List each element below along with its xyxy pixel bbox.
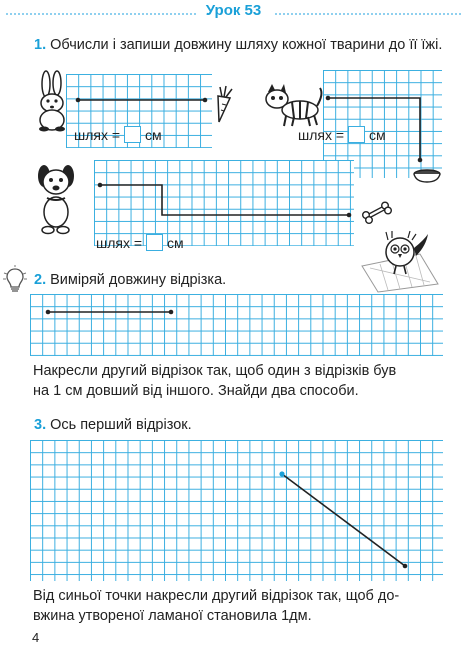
task1-text: Обчисли і запиши довжину шляху кожної тварини до її їжі.: [50, 37, 443, 53]
task3-text: Ось перший відрізок.: [50, 417, 192, 433]
task2-text: Виміряй довжину відрізка.: [50, 272, 227, 288]
task1-number: 1.: [34, 37, 47, 53]
path-label-text: шлях =: [298, 127, 345, 143]
task3-instruction-line1: Від синьої точки накресли другий відрізок так, щоб до-: [33, 588, 400, 604]
path-label-text: шлях =: [74, 127, 121, 143]
blue-point: [279, 471, 284, 476]
unit-label: см: [167, 235, 184, 251]
page-number: 4: [32, 630, 40, 645]
task3-instruction: [33, 586, 453, 626]
task2-instruction-line1: Накресли другий відрізок так, щоб один з відрізків був: [33, 363, 397, 379]
task2-instruction-line2: на 1 см довший від іншого. Знайди два способи.: [33, 383, 359, 399]
unit-label: см: [369, 127, 386, 143]
lesson-title: Урок 53: [205, 2, 262, 19]
task3-instruction-line2: вжина утвореної ламаної становила 1дм.: [33, 608, 312, 624]
task2-number: 2.: [34, 272, 47, 288]
path-label-text: шлях =: [96, 235, 143, 251]
unit-label: см: [145, 127, 162, 143]
task3-number: 3.: [34, 417, 47, 433]
